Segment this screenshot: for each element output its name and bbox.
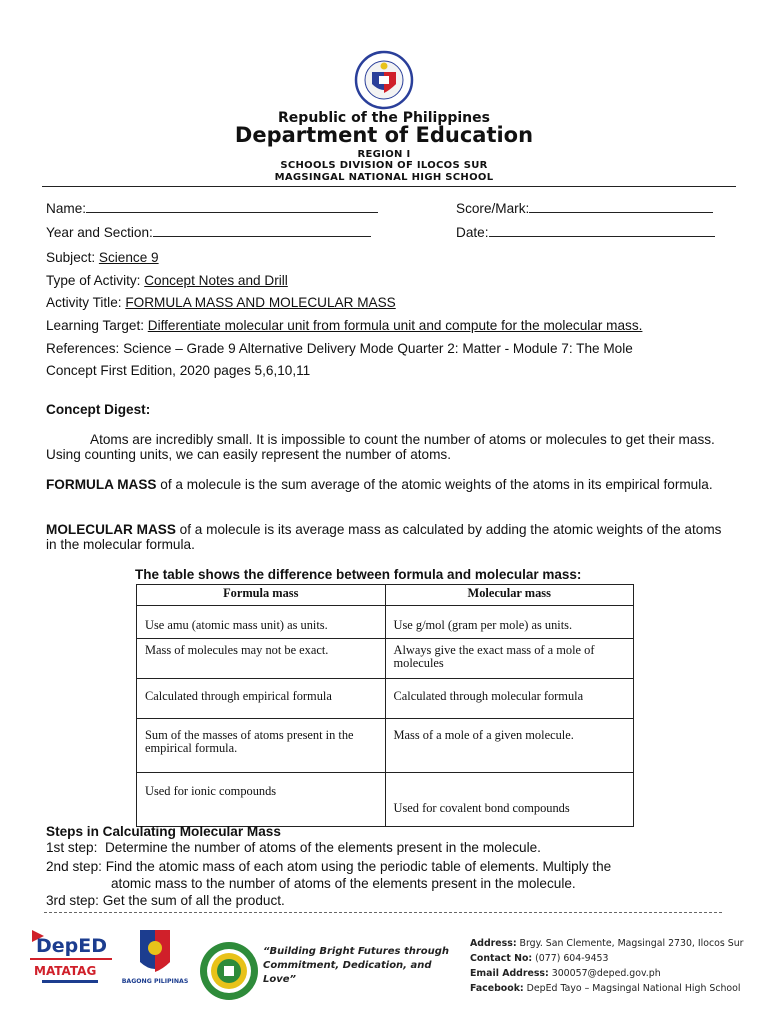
table-cell: Use g/mol (gram per mole) as units. — [385, 606, 634, 639]
steps-heading: Steps in Calculating Molecular Mass — [46, 824, 281, 839]
step-3 — [46, 893, 285, 908]
address-label: Address: — [470, 938, 517, 949]
deped-matatag-logo — [28, 922, 116, 990]
school-slogan: “Building Bright Futures through Commitment, Dedication, and Love” — [263, 946, 450, 985]
formula-mass-paragraph — [46, 477, 726, 492]
concept-digest-heading: Concept Digest: — [46, 402, 151, 417]
matatag-text: MATATAG — [34, 964, 97, 978]
learning-target-line — [46, 318, 642, 333]
header-molecular-mass: Molecular mass — [385, 585, 634, 606]
header-divider — [42, 186, 736, 187]
footer-divider — [44, 912, 722, 913]
name-blank[interactable] — [86, 201, 378, 213]
address-line — [470, 936, 744, 951]
subject-label: Subject: — [46, 250, 99, 265]
date-label: Date: — [456, 225, 489, 240]
table-cell: Calculated through molecular formula — [385, 679, 634, 719]
department-heading: Department of Education — [234, 123, 534, 147]
table-caption: The table shows the difference between formula and molecular mass: — [135, 567, 582, 582]
school-heading: MAGSINGAL NATIONAL HIGH SCHOOL — [274, 172, 494, 183]
header-formula-mass: Formula mass — [137, 585, 386, 606]
table-row — [137, 639, 634, 679]
year-section-field[interactable] — [46, 225, 371, 240]
address-value: Brgy. San Clemente, Magsingal 2730, Ilocos Sur — [516, 938, 744, 949]
table-cell: Calculated through empirical formula — [137, 679, 386, 719]
step-3-text: Get the sum of all the product. — [102, 893, 285, 908]
table-cell: Use amu (atomic mass unit) as units. — [137, 606, 386, 639]
molecular-mass-definition: of a molecule is its average mass as calculated by adding the atomic weights of the atoms in the molecular formula. — [46, 522, 722, 552]
activity-type-value: Concept Notes and Drill — [144, 273, 288, 288]
date-blank[interactable] — [489, 225, 715, 237]
step-1-label: 1st step: — [46, 840, 98, 855]
table-cell: Used for ionic compounds — [137, 773, 386, 827]
table-cell: Sum of the masses of atoms present in the empirical formula. — [137, 719, 386, 773]
year-section-blank[interactable] — [153, 225, 371, 237]
activity-title-line — [46, 295, 396, 310]
activity-type-line — [46, 273, 288, 288]
step-3-label: 3rd step: — [46, 893, 99, 908]
activity-title-value: FORMULA MASS AND MOLECULAR MASS — [125, 295, 396, 310]
references-line-1: References: Science – Grade 9 Alternative Delivery Mode Quarter 2: Matter - Module 7: The Mole — [46, 341, 633, 356]
table-cell: Mass of a mole of a given molecule. — [385, 719, 634, 773]
step-1 — [46, 840, 541, 855]
email-label: Email Address: — [470, 968, 549, 979]
republic-heading: Republic of the Philippines — [278, 110, 490, 126]
email-line — [470, 966, 744, 981]
deped-logo-text: DepED — [36, 935, 108, 957]
learning-target-label: Learning Target: — [46, 318, 148, 333]
step-2-text-line-2: atomic mass to the number of atoms of the elements present in the molecule. — [111, 876, 576, 891]
name-label: Name: — [46, 201, 87, 216]
step-2 — [46, 859, 611, 874]
concept-intro-paragraph: Atoms are incredibly small. It is impossible to count the number of atoms or molecules to get their mass. Using counting units, we can easily represent the number of atoms. — [46, 432, 715, 462]
contact-label: Contact No: — [470, 953, 533, 964]
step-2-label: 2nd step: — [46, 859, 102, 874]
score-field[interactable] — [456, 201, 713, 216]
molecular-mass-term: MOLECULAR MASS — [46, 522, 176, 537]
facebook-value[interactable]: DepEd Tayo – Magsingal National High School — [523, 983, 741, 994]
score-label: Score/Mark: — [456, 201, 530, 216]
bagong-pilipinas-text: BAGONG PILIPINAS — [121, 978, 189, 985]
subject-line — [46, 250, 159, 265]
contact-value: (077) 604-9453 — [532, 953, 609, 964]
table-row — [137, 606, 634, 639]
year-section-label: Year and Section: — [46, 225, 153, 240]
learning-target-value: Differentiate molecular unit from formula unit and compute for the molecular mass. — [147, 318, 643, 333]
region-heading: REGION I — [357, 149, 411, 160]
subject-value: Science 9 — [98, 250, 159, 265]
table-cell: Used for covalent bond compounds — [385, 773, 634, 827]
table-row — [137, 679, 634, 719]
activity-type-label: Type of Activity: — [46, 273, 145, 288]
date-field[interactable] — [456, 225, 715, 240]
formula-mass-definition: of a molecule is the sum average of the atomic weights of the atoms in its empirical formula. — [156, 477, 713, 492]
contact-block — [470, 936, 744, 996]
facebook-label: Facebook: — [470, 983, 524, 994]
deped-seal-logo — [348, 50, 420, 110]
table-header-row — [137, 585, 634, 606]
score-blank[interactable] — [529, 201, 713, 213]
school-seal-logo — [196, 940, 262, 1002]
name-field[interactable] — [46, 201, 378, 216]
contact-line — [470, 951, 744, 966]
formula-mass-term: FORMULA MASS — [46, 477, 157, 492]
table-row — [137, 773, 634, 827]
step-2-text-line-1: Find the atomic mass of each atom using the periodic table of elements. Multiply the — [105, 859, 612, 874]
table-cell: Mass of molecules may not be exact. — [137, 639, 386, 679]
activity-title-label: Activity Title: — [46, 295, 126, 310]
facebook-line — [470, 981, 744, 996]
email-value[interactable]: 300057@deped.gov.ph — [548, 968, 661, 979]
references-line-2: Concept First Edition, 2020 pages 5,6,10,11 — [46, 363, 311, 378]
molecular-mass-paragraph — [46, 522, 726, 552]
table-cell: Always give the exact mass of a mole of molecules — [385, 639, 634, 679]
step-1-text: Determine the number of atoms of the elements present in the molecule. — [104, 840, 541, 855]
comparison-table — [136, 584, 634, 827]
division-heading: SCHOOLS DIVISION OF ILOCOS SUR — [280, 160, 488, 171]
table-row — [137, 719, 634, 773]
bagong-pilipinas-logo — [118, 926, 192, 986]
